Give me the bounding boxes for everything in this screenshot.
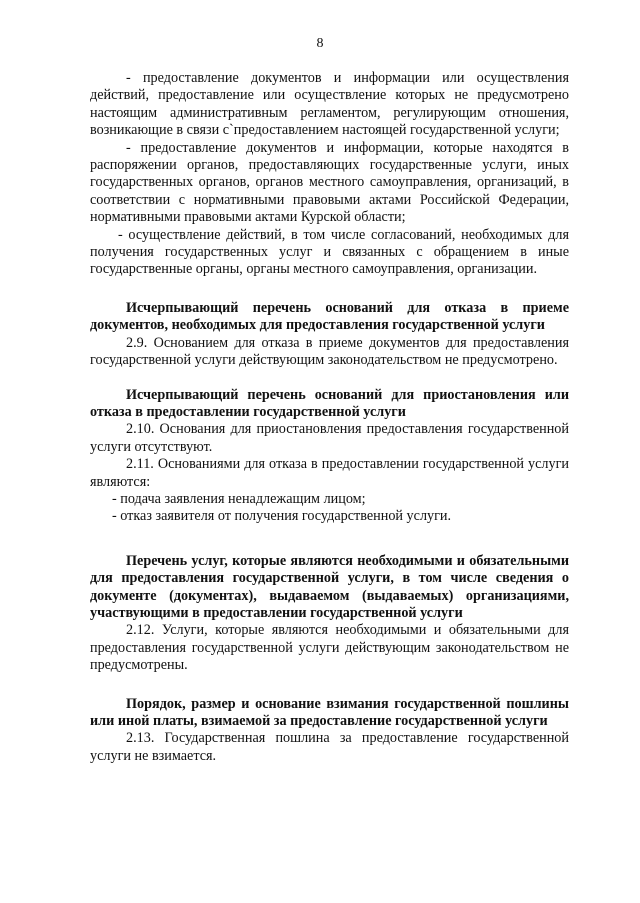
document-body (90, 70, 569, 765)
list-item-applicant-refusal: - отказ заявителя от получения государственной услуги. (112, 508, 452, 525)
page-number: 8 (316, 36, 324, 51)
list-item-documents-not-required: - предоставление документов и информации или осуществления действий, предоставление или осуществление которых не предусмотрено настоящим административным регламентом, регулирующим отношения, возникающие в связи с`предоставлением настоящей государственной услуги; (90, 70, 569, 139)
list-item-improper-person: - подача заявления ненадлежащим лицом; (112, 490, 366, 507)
paragraph-2-11: 2.11. Основаниями для отказа в предоставлении государственной услуги являются: (90, 456, 569, 490)
paragraph-2-12: 2.12. Услуги, которые являются необходимыми и обязательными для предоставления государственной услуги действующим законодательством не предусмотрены. (90, 622, 569, 674)
section-heading-required-services: Перечень услуг, которые являются необходимыми и обязательными для предоставления государственной услуги, в том числе сведения о документе (документах), выдаваемом (выдаваемых) организациями, участвующими в предоставлении государственной услуги (90, 552, 569, 621)
list-item-documents-in-possession: - предоставление документов и информации, которые находятся в распоряжении органов, предоставляющих государственные услуги, иных государственных органов, органов местного самоуправления, организаций, в соответствии с нормативными правовыми актами Российской Федерации, нормативными правовыми актами Курской области; (90, 139, 569, 226)
paragraph-2-10: 2.10. Основания для приостановления предоставления государственной услуги отсутствуют. (90, 421, 569, 455)
paragraph-2-13: 2.13. Государственная пошлина за предоставление государственной услуги не взимается. (90, 730, 569, 764)
paragraph-2-9: 2.9. Основанием для отказа в приеме документов для предоставления государственной услуги действующим законодательством не предусмотрено. (90, 334, 569, 369)
list-item-actions-approvals: - осуществление действий, в том числе согласований, необходимых для получения государственных услуг и связанных с обращением в иные государственные органы, органы местного самоуправления, организации. (90, 226, 569, 278)
section-heading-suspension-refusal: Исчерпывающий перечень оснований для приостановления или отказа в предоставлении государственной услуги (90, 386, 569, 420)
section-heading-state-fee: Порядок, размер и основание взимания государственной пошлины или иной платы, взимаемой за предоставление государственной услуги (90, 695, 569, 729)
section-heading-refusal-acceptance: Исчерпывающий перечень оснований для отказа в приеме документов, необходимых для предоставления государственной услуги (90, 299, 569, 334)
